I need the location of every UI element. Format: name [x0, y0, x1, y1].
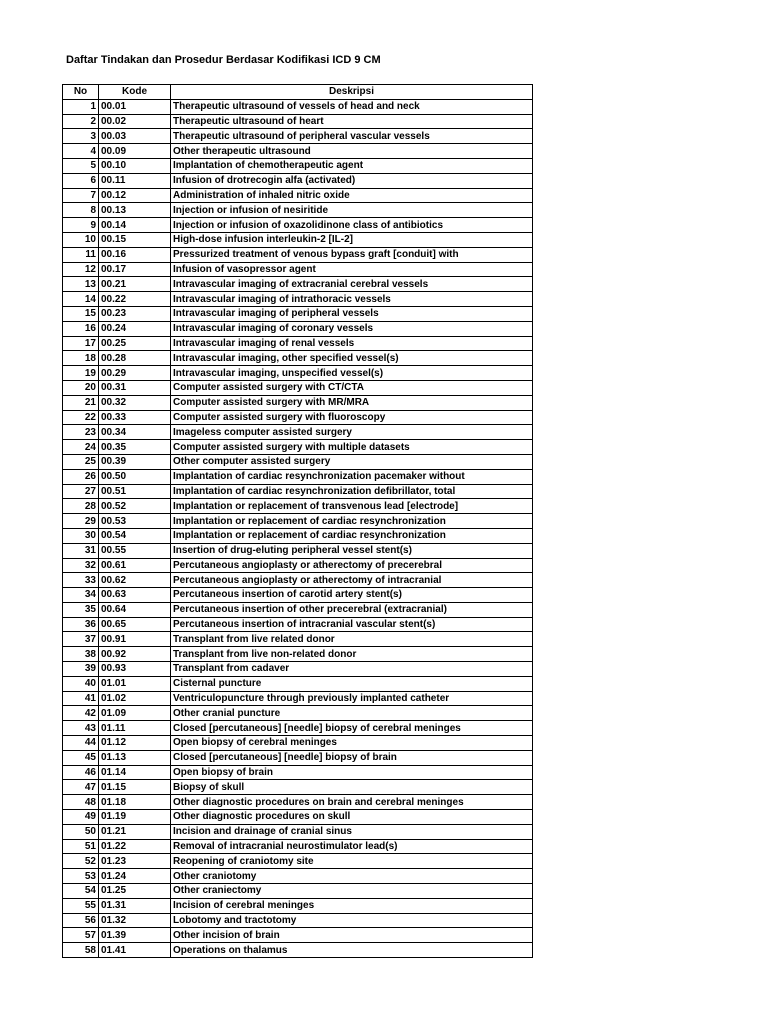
icd-code-cell: 00.15 [99, 232, 171, 247]
description-cell: Intravascular imaging, unspecified vessel(s) [171, 366, 533, 381]
table-row [63, 484, 533, 499]
table-row [63, 336, 533, 351]
table-row [63, 810, 533, 825]
description-cell: Other cranial puncture [171, 706, 533, 721]
description-cell: High-dose infusion interleukin-2 [IL-2] [171, 232, 533, 247]
description-cell: Closed [percutaneous] [needle] biopsy of brain [171, 750, 533, 765]
row-number-cell: 31 [63, 543, 99, 558]
table-row [63, 366, 533, 381]
icd-code-cell: 00.23 [99, 306, 171, 321]
row-number-cell: 41 [63, 691, 99, 706]
row-number-cell: 50 [63, 824, 99, 839]
row-number-cell: 3 [63, 129, 99, 144]
row-number-cell: 23 [63, 425, 99, 440]
table-row [63, 380, 533, 395]
table-row [63, 218, 533, 233]
description-cell: Transplant from cadaver [171, 662, 533, 677]
description-cell: Infusion of drotrecogin alfa (activated) [171, 173, 533, 188]
description-cell: Open biopsy of brain [171, 765, 533, 780]
table-header-row [63, 85, 533, 100]
description-cell: Injection or infusion of nesiritide [171, 203, 533, 218]
description-cell: Computer assisted surgery with fluoroscopy [171, 410, 533, 425]
description-cell: Computer assisted surgery with multiple datasets [171, 440, 533, 455]
description-cell: Percutaneous insertion of carotid artery stent(s) [171, 588, 533, 603]
description-cell: Lobotomy and tractotomy [171, 913, 533, 928]
description-cell: Insertion of drug-eluting peripheral vessel stent(s) [171, 543, 533, 558]
icd-code-cell: 00.50 [99, 469, 171, 484]
description-cell: Implantation of cardiac resynchronization pacemaker without [171, 469, 533, 484]
description-cell: Other diagnostic procedures on brain and cerebral meninges [171, 795, 533, 810]
table-body [63, 99, 533, 957]
table-row [63, 869, 533, 884]
description-cell: Percutaneous angioplasty or atherectomy of intracranial [171, 573, 533, 588]
row-number-cell: 19 [63, 366, 99, 381]
table-row [63, 469, 533, 484]
table-row [63, 306, 533, 321]
icd-code-cell: 00.63 [99, 588, 171, 603]
table-row [63, 543, 533, 558]
icd-code-cell: 01.22 [99, 839, 171, 854]
description-cell: Percutaneous angioplasty or atherectomy of precerebral [171, 558, 533, 573]
table-row [63, 795, 533, 810]
icd-code-cell: 00.51 [99, 484, 171, 499]
icd-code-cell: 00.14 [99, 218, 171, 233]
icd-code-cell: 00.28 [99, 351, 171, 366]
description-cell: Other incision of brain [171, 928, 533, 943]
row-number-cell: 16 [63, 321, 99, 336]
icd-code-cell: 00.35 [99, 440, 171, 455]
icd-code-cell: 00.17 [99, 262, 171, 277]
table-row [63, 425, 533, 440]
description-cell: Other therapeutic ultrasound [171, 144, 533, 159]
row-number-cell: 13 [63, 277, 99, 292]
row-number-cell: 54 [63, 884, 99, 899]
description-cell: Administration of inhaled nitric oxide [171, 188, 533, 203]
description-cell: Intravascular imaging of intrathoracic vessels [171, 292, 533, 307]
icd-code-cell: 00.62 [99, 573, 171, 588]
icd-code-cell: 00.64 [99, 602, 171, 617]
row-number-cell: 48 [63, 795, 99, 810]
row-number-cell: 45 [63, 750, 99, 765]
description-cell: Infusion of vasopressor agent [171, 262, 533, 277]
icd-code-cell: 00.13 [99, 203, 171, 218]
table-row [63, 292, 533, 307]
row-number-cell: 22 [63, 410, 99, 425]
description-cell: Therapeutic ultrasound of vessels of head and neck [171, 99, 533, 114]
table-row [63, 528, 533, 543]
row-number-cell: 17 [63, 336, 99, 351]
table-row [63, 247, 533, 262]
row-number-cell: 10 [63, 232, 99, 247]
description-cell: Implantation of chemotherapeutic agent [171, 158, 533, 173]
row-number-cell: 57 [63, 928, 99, 943]
description-cell: Intravascular imaging of coronary vessels [171, 321, 533, 336]
row-number-cell: 49 [63, 810, 99, 825]
description-cell: Imageless computer assisted surgery [171, 425, 533, 440]
icd-code-cell: 00.65 [99, 617, 171, 632]
row-number-cell: 9 [63, 218, 99, 233]
description-cell: Percutaneous insertion of intracranial vascular stent(s) [171, 617, 533, 632]
row-number-cell: 21 [63, 395, 99, 410]
description-cell: Incision of cerebral meninges [171, 898, 533, 913]
icd-code-cell: 00.52 [99, 499, 171, 514]
icd-code-cell: 00.39 [99, 454, 171, 469]
table-row [63, 173, 533, 188]
table-row [63, 898, 533, 913]
row-number-cell: 7 [63, 188, 99, 203]
table-row [63, 854, 533, 869]
description-cell: Other computer assisted surgery [171, 454, 533, 469]
description-cell: Intravascular imaging of renal vessels [171, 336, 533, 351]
row-number-cell: 20 [63, 380, 99, 395]
icd-code-cell: 01.24 [99, 869, 171, 884]
description-cell: Biopsy of skull [171, 780, 533, 795]
icd-code-cell: 01.39 [99, 928, 171, 943]
table-row [63, 588, 533, 603]
table-row [63, 943, 533, 958]
row-number-cell: 37 [63, 632, 99, 647]
icd-code-cell: 01.19 [99, 810, 171, 825]
table-row [63, 691, 533, 706]
icd-code-cell: 00.29 [99, 366, 171, 381]
icd-code-cell: 00.32 [99, 395, 171, 410]
table-row [63, 558, 533, 573]
table-row [63, 647, 533, 662]
table-row [63, 913, 533, 928]
table-row [63, 676, 533, 691]
row-number-cell: 52 [63, 854, 99, 869]
table-row [63, 188, 533, 203]
row-number-cell: 28 [63, 499, 99, 514]
table-row [63, 203, 533, 218]
row-number-cell: 55 [63, 898, 99, 913]
row-number-cell: 1 [63, 99, 99, 114]
icd-code-cell: 00.33 [99, 410, 171, 425]
icd-code-cell: 01.32 [99, 913, 171, 928]
icd-code-cell: 01.13 [99, 750, 171, 765]
icd-code-cell: 01.21 [99, 824, 171, 839]
icd-procedure-table [62, 84, 533, 958]
row-number-cell: 15 [63, 306, 99, 321]
table-row [63, 721, 533, 736]
icd-code-cell: 00.92 [99, 647, 171, 662]
table-row [63, 454, 533, 469]
description-cell: Reopening of craniotomy site [171, 854, 533, 869]
description-cell: Open biopsy of cerebral meninges [171, 736, 533, 751]
column-header-no: No [63, 85, 99, 100]
row-number-cell: 29 [63, 514, 99, 529]
row-number-cell: 32 [63, 558, 99, 573]
icd-code-cell: 01.01 [99, 676, 171, 691]
icd-code-cell: 00.53 [99, 514, 171, 529]
icd-code-cell: 00.55 [99, 543, 171, 558]
icd-code-cell: 00.02 [99, 114, 171, 129]
description-cell: Incision and drainage of cranial sinus [171, 824, 533, 839]
icd-code-cell: 00.16 [99, 247, 171, 262]
description-cell: Implantation or replacement of cardiac resynchronization [171, 528, 533, 543]
table-row [63, 99, 533, 114]
description-cell: Percutaneous insertion of other precerebral (extracranial) [171, 602, 533, 617]
table-row [63, 232, 533, 247]
row-number-cell: 14 [63, 292, 99, 307]
row-number-cell: 26 [63, 469, 99, 484]
description-cell: Intravascular imaging, other specified vessel(s) [171, 351, 533, 366]
description-cell: Other craniectomy [171, 884, 533, 899]
icd-code-cell: 00.25 [99, 336, 171, 351]
icd-code-cell: 01.12 [99, 736, 171, 751]
icd-code-cell: 00.01 [99, 99, 171, 114]
row-number-cell: 2 [63, 114, 99, 129]
description-cell: Pressurized treatment of venous bypass graft [conduit] with [171, 247, 533, 262]
table-row [63, 824, 533, 839]
table-row [63, 129, 533, 144]
icd-code-cell: 01.09 [99, 706, 171, 721]
row-number-cell: 12 [63, 262, 99, 277]
row-number-cell: 40 [63, 676, 99, 691]
table-row [63, 617, 533, 632]
table-row [63, 750, 533, 765]
table-row [63, 573, 533, 588]
icd-code-cell: 01.02 [99, 691, 171, 706]
icd-code-cell: 00.34 [99, 425, 171, 440]
row-number-cell: 33 [63, 573, 99, 588]
table-row [63, 736, 533, 751]
description-cell: Intravascular imaging of extracranial cerebral vessels [171, 277, 533, 292]
description-cell: Computer assisted surgery with MR/MRA [171, 395, 533, 410]
row-number-cell: 36 [63, 617, 99, 632]
row-number-cell: 24 [63, 440, 99, 455]
document-title: Daftar Tindakan dan Prosedur Berdasar Kodifikasi ICD 9 CM [66, 54, 381, 66]
row-number-cell: 5 [63, 158, 99, 173]
table-row [63, 928, 533, 943]
table-row [63, 440, 533, 455]
icd-code-cell: 01.18 [99, 795, 171, 810]
description-cell: Transplant from live related donor [171, 632, 533, 647]
table-row [63, 499, 533, 514]
icd-code-cell: 00.61 [99, 558, 171, 573]
icd-code-cell: 00.21 [99, 277, 171, 292]
description-cell: Computer assisted surgery with CT/CTA [171, 380, 533, 395]
icd-code-cell: 01.41 [99, 943, 171, 958]
table-row [63, 321, 533, 336]
table-row [63, 262, 533, 277]
icd-code-cell: 00.93 [99, 662, 171, 677]
table-row [63, 277, 533, 292]
row-number-cell: 27 [63, 484, 99, 499]
row-number-cell: 51 [63, 839, 99, 854]
column-header-deskripsi: Deskripsi [171, 85, 533, 100]
table-row [63, 839, 533, 854]
description-cell: Cisternal puncture [171, 676, 533, 691]
row-number-cell: 35 [63, 602, 99, 617]
row-number-cell: 4 [63, 144, 99, 159]
table-row [63, 662, 533, 677]
description-cell: Implantation or replacement of cardiac resynchronization [171, 514, 533, 529]
table-row [63, 395, 533, 410]
row-number-cell: 34 [63, 588, 99, 603]
icd-code-cell: 00.24 [99, 321, 171, 336]
icd-code-cell: 01.23 [99, 854, 171, 869]
icd-code-cell: 00.22 [99, 292, 171, 307]
table-row [63, 144, 533, 159]
row-number-cell: 39 [63, 662, 99, 677]
icd-code-cell: 00.03 [99, 129, 171, 144]
icd-code-cell: 01.15 [99, 780, 171, 795]
row-number-cell: 38 [63, 647, 99, 662]
row-number-cell: 56 [63, 913, 99, 928]
description-cell: Closed [percutaneous] [needle] biopsy of cerebral meninges [171, 721, 533, 736]
description-cell: Ventriculopuncture through previously implanted catheter [171, 691, 533, 706]
description-cell: Therapeutic ultrasound of peripheral vascular vessels [171, 129, 533, 144]
row-number-cell: 43 [63, 721, 99, 736]
description-cell: Operations on thalamus [171, 943, 533, 958]
column-header-kode: Kode [99, 85, 171, 100]
table-row [63, 410, 533, 425]
description-cell: Intravascular imaging of peripheral vessels [171, 306, 533, 321]
row-number-cell: 44 [63, 736, 99, 751]
icd-code-cell: 00.09 [99, 144, 171, 159]
table-row [63, 114, 533, 129]
row-number-cell: 53 [63, 869, 99, 884]
description-cell: Transplant from live non-related donor [171, 647, 533, 662]
table-row [63, 351, 533, 366]
table-row [63, 706, 533, 721]
row-number-cell: 46 [63, 765, 99, 780]
description-cell: Removal of intracranial neurostimulator lead(s) [171, 839, 533, 854]
icd-code-cell: 01.14 [99, 765, 171, 780]
table-row [63, 158, 533, 173]
table-row [63, 884, 533, 899]
row-number-cell: 30 [63, 528, 99, 543]
icd-code-cell: 00.31 [99, 380, 171, 395]
row-number-cell: 47 [63, 780, 99, 795]
icd-code-cell: 00.10 [99, 158, 171, 173]
description-cell: Other diagnostic procedures on skull [171, 810, 533, 825]
description-cell: Implantation of cardiac resynchronization defibrillator, total [171, 484, 533, 499]
icd-code-cell: 01.31 [99, 898, 171, 913]
description-cell: Implantation or replacement of transvenous lead [electrode] [171, 499, 533, 514]
table-row [63, 602, 533, 617]
table-row [63, 780, 533, 795]
description-cell: Other craniotomy [171, 869, 533, 884]
description-cell: Therapeutic ultrasound of heart [171, 114, 533, 129]
icd-code-cell: 00.11 [99, 173, 171, 188]
row-number-cell: 42 [63, 706, 99, 721]
table-row [63, 632, 533, 647]
icd-code-cell: 01.25 [99, 884, 171, 899]
table-row [63, 514, 533, 529]
icd-code-cell: 00.12 [99, 188, 171, 203]
description-cell: Injection or infusion of oxazolidinone class of antibiotics [171, 218, 533, 233]
row-number-cell: 8 [63, 203, 99, 218]
row-number-cell: 6 [63, 173, 99, 188]
row-number-cell: 18 [63, 351, 99, 366]
row-number-cell: 25 [63, 454, 99, 469]
icd-code-cell: 01.11 [99, 721, 171, 736]
row-number-cell: 58 [63, 943, 99, 958]
icd-code-cell: 00.91 [99, 632, 171, 647]
table-row [63, 765, 533, 780]
icd-code-cell: 00.54 [99, 528, 171, 543]
row-number-cell: 11 [63, 247, 99, 262]
